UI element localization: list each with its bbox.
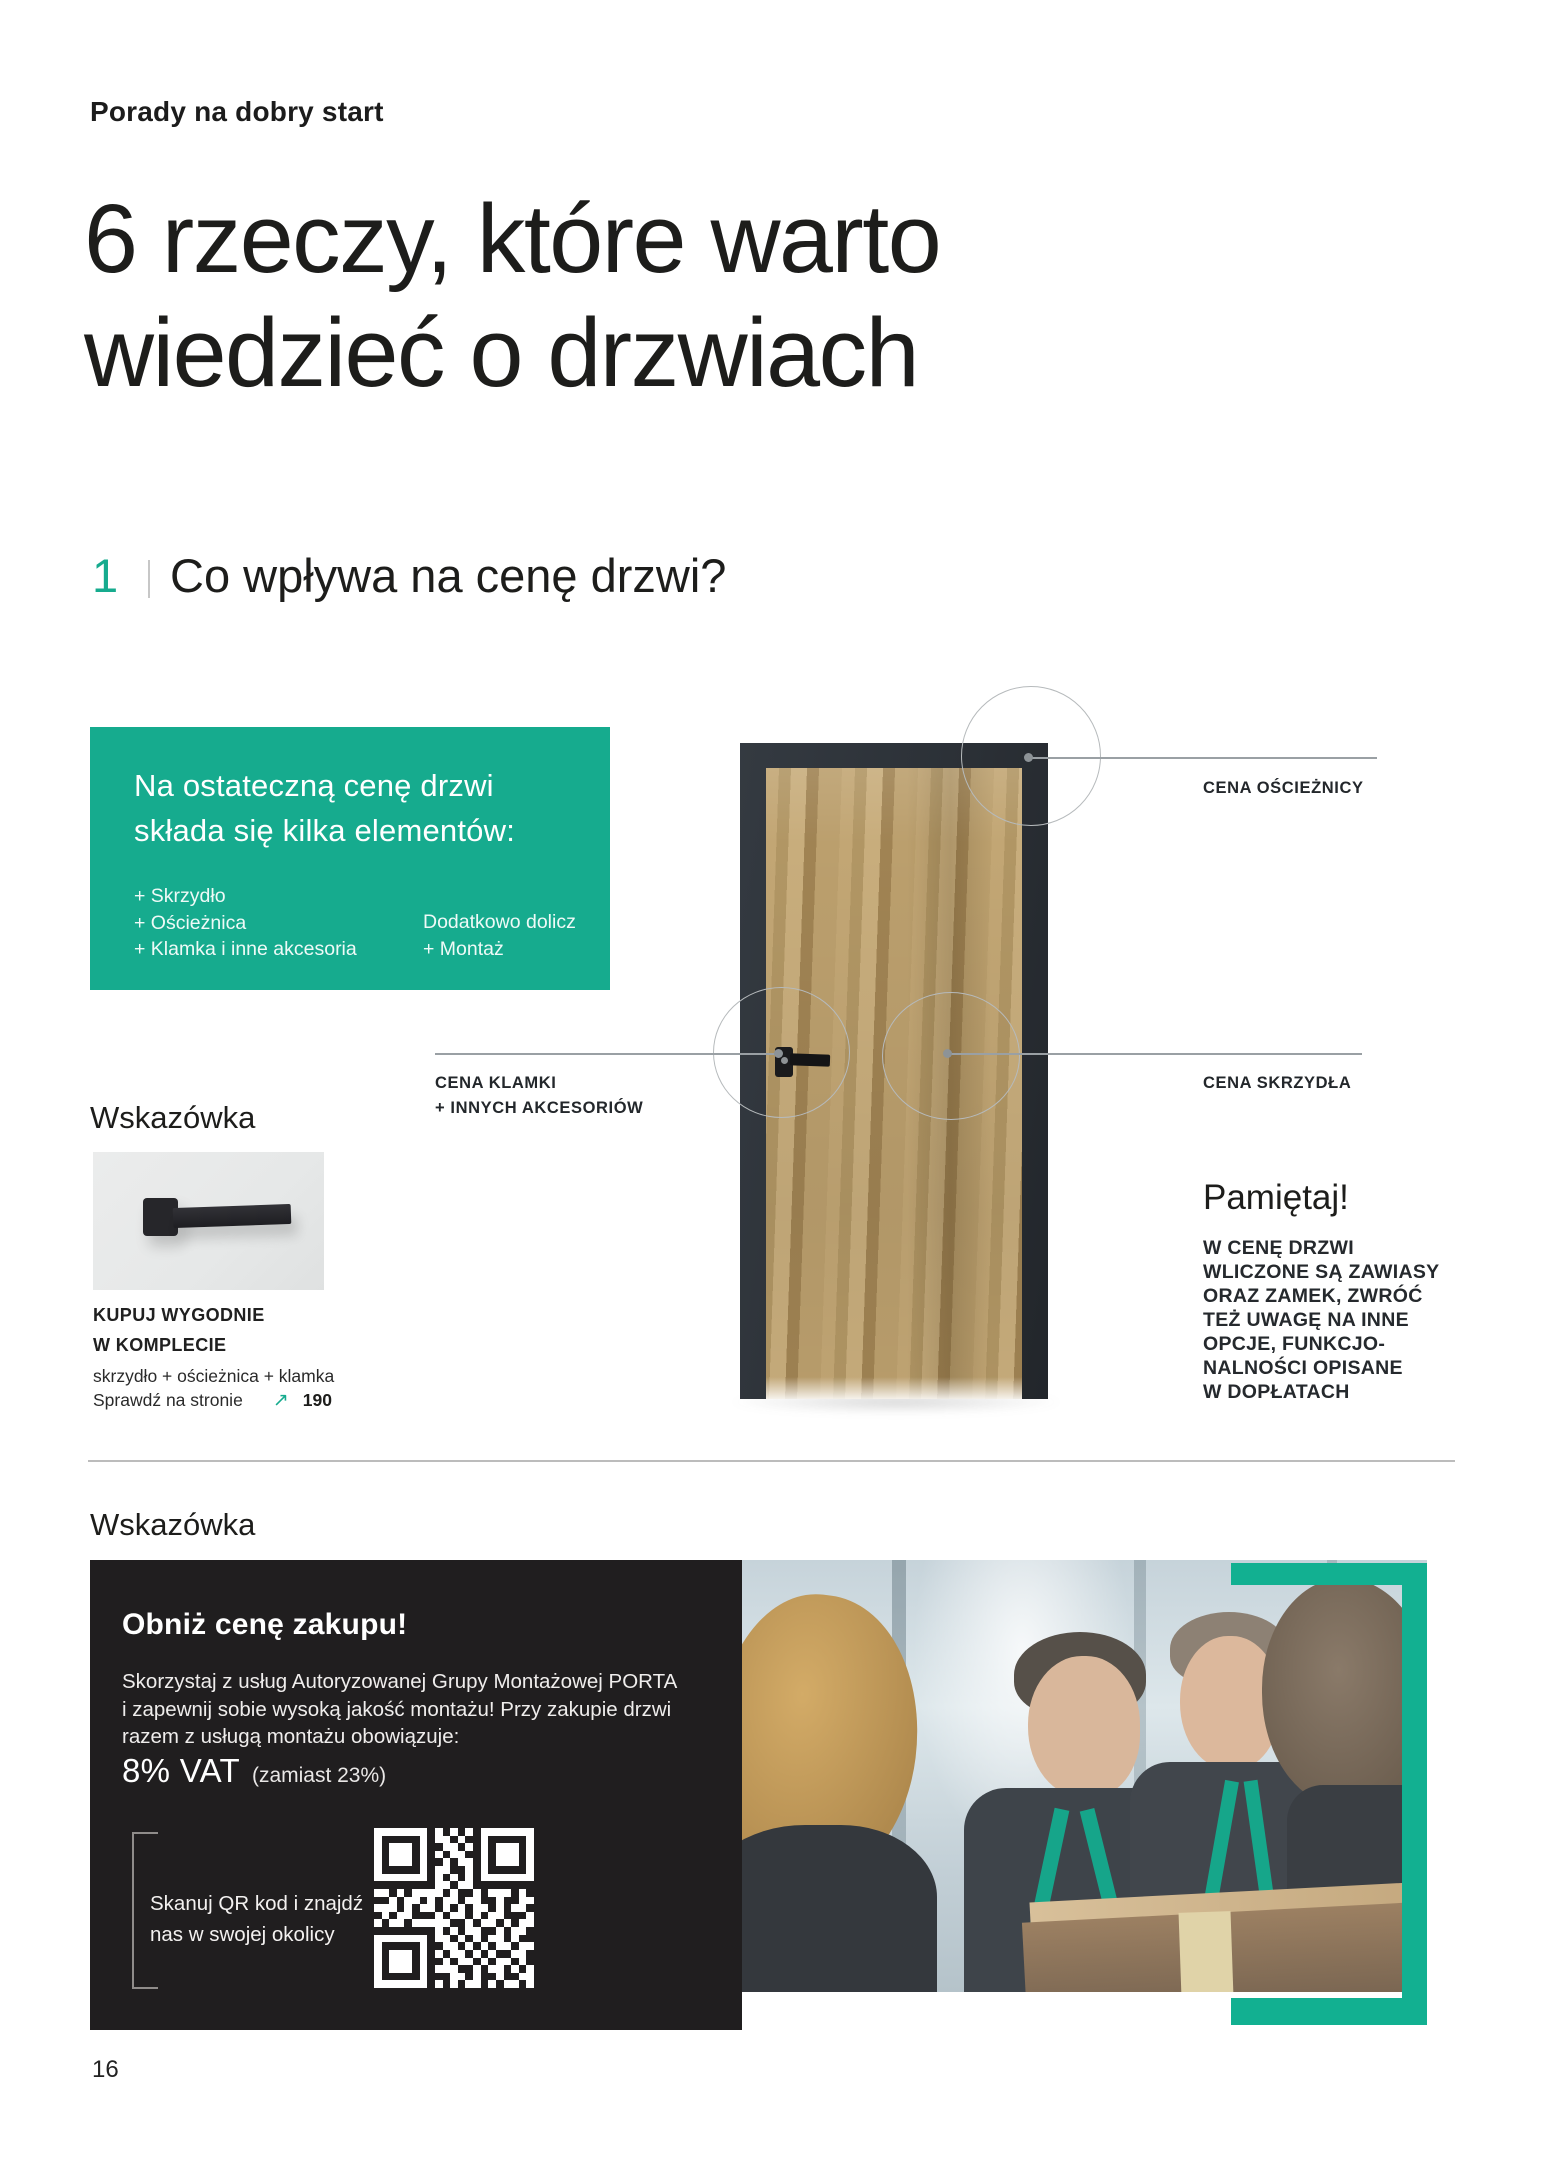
teal-accent-top: [1231, 1563, 1427, 1585]
qr-caption-line2: nas w swojej okolicy: [150, 1923, 335, 1946]
remember-line: OPCJE, FUNKCJO-: [1203, 1333, 1386, 1355]
callout-label-handle-line1: CENA KLAMKI: [435, 1074, 557, 1092]
price-box-heading-line1: Na ostateczną cenę drzwi: [134, 768, 494, 803]
qr-caption: [150, 1888, 363, 1950]
door-handle-photo: [93, 1152, 324, 1290]
tip1-subtext: skrzydło + ościeżnica + klamka: [93, 1366, 335, 1386]
section-divider: [148, 560, 150, 598]
tip1-heading: Wskazówka: [90, 1100, 256, 1135]
qr-code: [374, 1828, 534, 1988]
callout-dot-frame: [1024, 753, 1033, 762]
vat-value: 8% VAT: [122, 1752, 240, 1789]
tip1-page-number-ref[interactable]: 190: [302, 1390, 332, 1410]
price-item: + Montaż: [423, 937, 504, 960]
price-item: + Ościeżnica: [134, 911, 247, 934]
section-number: 1: [92, 549, 119, 602]
remember-line: WLICZONE SĄ ZAWIASY: [1203, 1261, 1440, 1283]
callout-label-handle: [435, 1071, 643, 1121]
price-elements-box: [90, 727, 610, 990]
price-item: + Klamka i inne akcesoria: [134, 938, 357, 960]
promo-body-line2: i zapewnij sobie wysoką jakość montażu! Przy zakupie drzwi: [122, 1697, 672, 1721]
vat-note: (zamiast 23%): [251, 1764, 387, 1787]
price-items-right: [423, 909, 576, 962]
tip1-caption: [93, 1300, 265, 1360]
remember-line: ORAZ ZAMEK, ZWRÓĆ: [1203, 1285, 1423, 1307]
promo-box: [90, 1560, 742, 2030]
installer-face: [1028, 1656, 1140, 1798]
promo-title: Obniż cenę zakupu!: [122, 1608, 408, 1641]
price-box-heading: [134, 763, 515, 853]
page-number: 16: [92, 2056, 119, 2083]
page-title-line1: 6 rzeczy, które warto: [84, 184, 941, 293]
woman-shoulders: [742, 1825, 937, 1992]
qr-caption-line1: Skanuj QR kod i znajdź: [150, 1892, 364, 1915]
tip1-caption-line2: W KOMPLECIE: [93, 1335, 227, 1355]
remember-line: NALNOŚCI OPISANE: [1203, 1357, 1403, 1379]
callout-line-leaf: [948, 1053, 1362, 1055]
tip1-caption-line1: KUPUJ WYGODNIE: [93, 1305, 265, 1325]
tip1-pageref-label: Sprawdź na stronie: [93, 1390, 243, 1410]
price-extra-label: Dodatkowo dolicz: [423, 911, 576, 933]
promo-body: [122, 1668, 677, 1751]
remember-line: W DOPŁATACH: [1203, 1381, 1350, 1403]
arrow-ne-icon: ↗: [272, 1390, 289, 1411]
section-heading: Co wpływa na cenę drzwi?: [170, 549, 727, 602]
callout-label-frame: CENA OŚCIEŻNICY: [1203, 779, 1364, 797]
page-title: [84, 182, 940, 410]
callout-line-handle: [435, 1053, 779, 1055]
teal-accent-bottom: [1231, 1998, 1427, 2025]
handle-photo-lever: [173, 1204, 292, 1228]
teal-accent-right: [1402, 1563, 1427, 2025]
price-items-left: [134, 883, 357, 963]
price-item: + Skrzydło: [134, 885, 226, 907]
price-box-heading-line2: składa się kilka elementów:: [134, 813, 516, 848]
remember-line: W CENĘ DRZWI: [1203, 1237, 1354, 1259]
installers-photo: [742, 1560, 1427, 1992]
remember-text: [1203, 1236, 1439, 1404]
tip1-pageref-row[interactable]: [93, 1388, 332, 1413]
remember-line: TEŻ UWAGĘ NA INNE: [1203, 1309, 1409, 1331]
section-separator: [88, 1460, 1455, 1462]
callout-label-handle-line2: + INNYCH AKCESORIÓW: [435, 1099, 644, 1117]
callout-label-leaf: CENA SKRZYDŁA: [1203, 1074, 1352, 1092]
callout-line-frame: [1029, 757, 1377, 759]
callout-dot-handle: [774, 1049, 783, 1058]
eyebrow-text: Porady na dobry start: [90, 96, 384, 127]
promo-body-line3: razem z usługą montażu obowiązuje:: [122, 1725, 460, 1748]
remember-heading: Pamiętaj!: [1203, 1178, 1349, 1217]
promo-body-line1: Skorzystaj z usług Autoryzowanej Grupy Montażowej PORTA: [122, 1670, 678, 1693]
tip2-heading: Wskazówka: [90, 1507, 256, 1542]
vat-row: [122, 1752, 386, 1790]
door-panel-edge: [1179, 1911, 1234, 1992]
callout-dot-leaf: [943, 1049, 952, 1058]
page-title-line2: wiedzieć o drzwiach: [84, 298, 919, 407]
